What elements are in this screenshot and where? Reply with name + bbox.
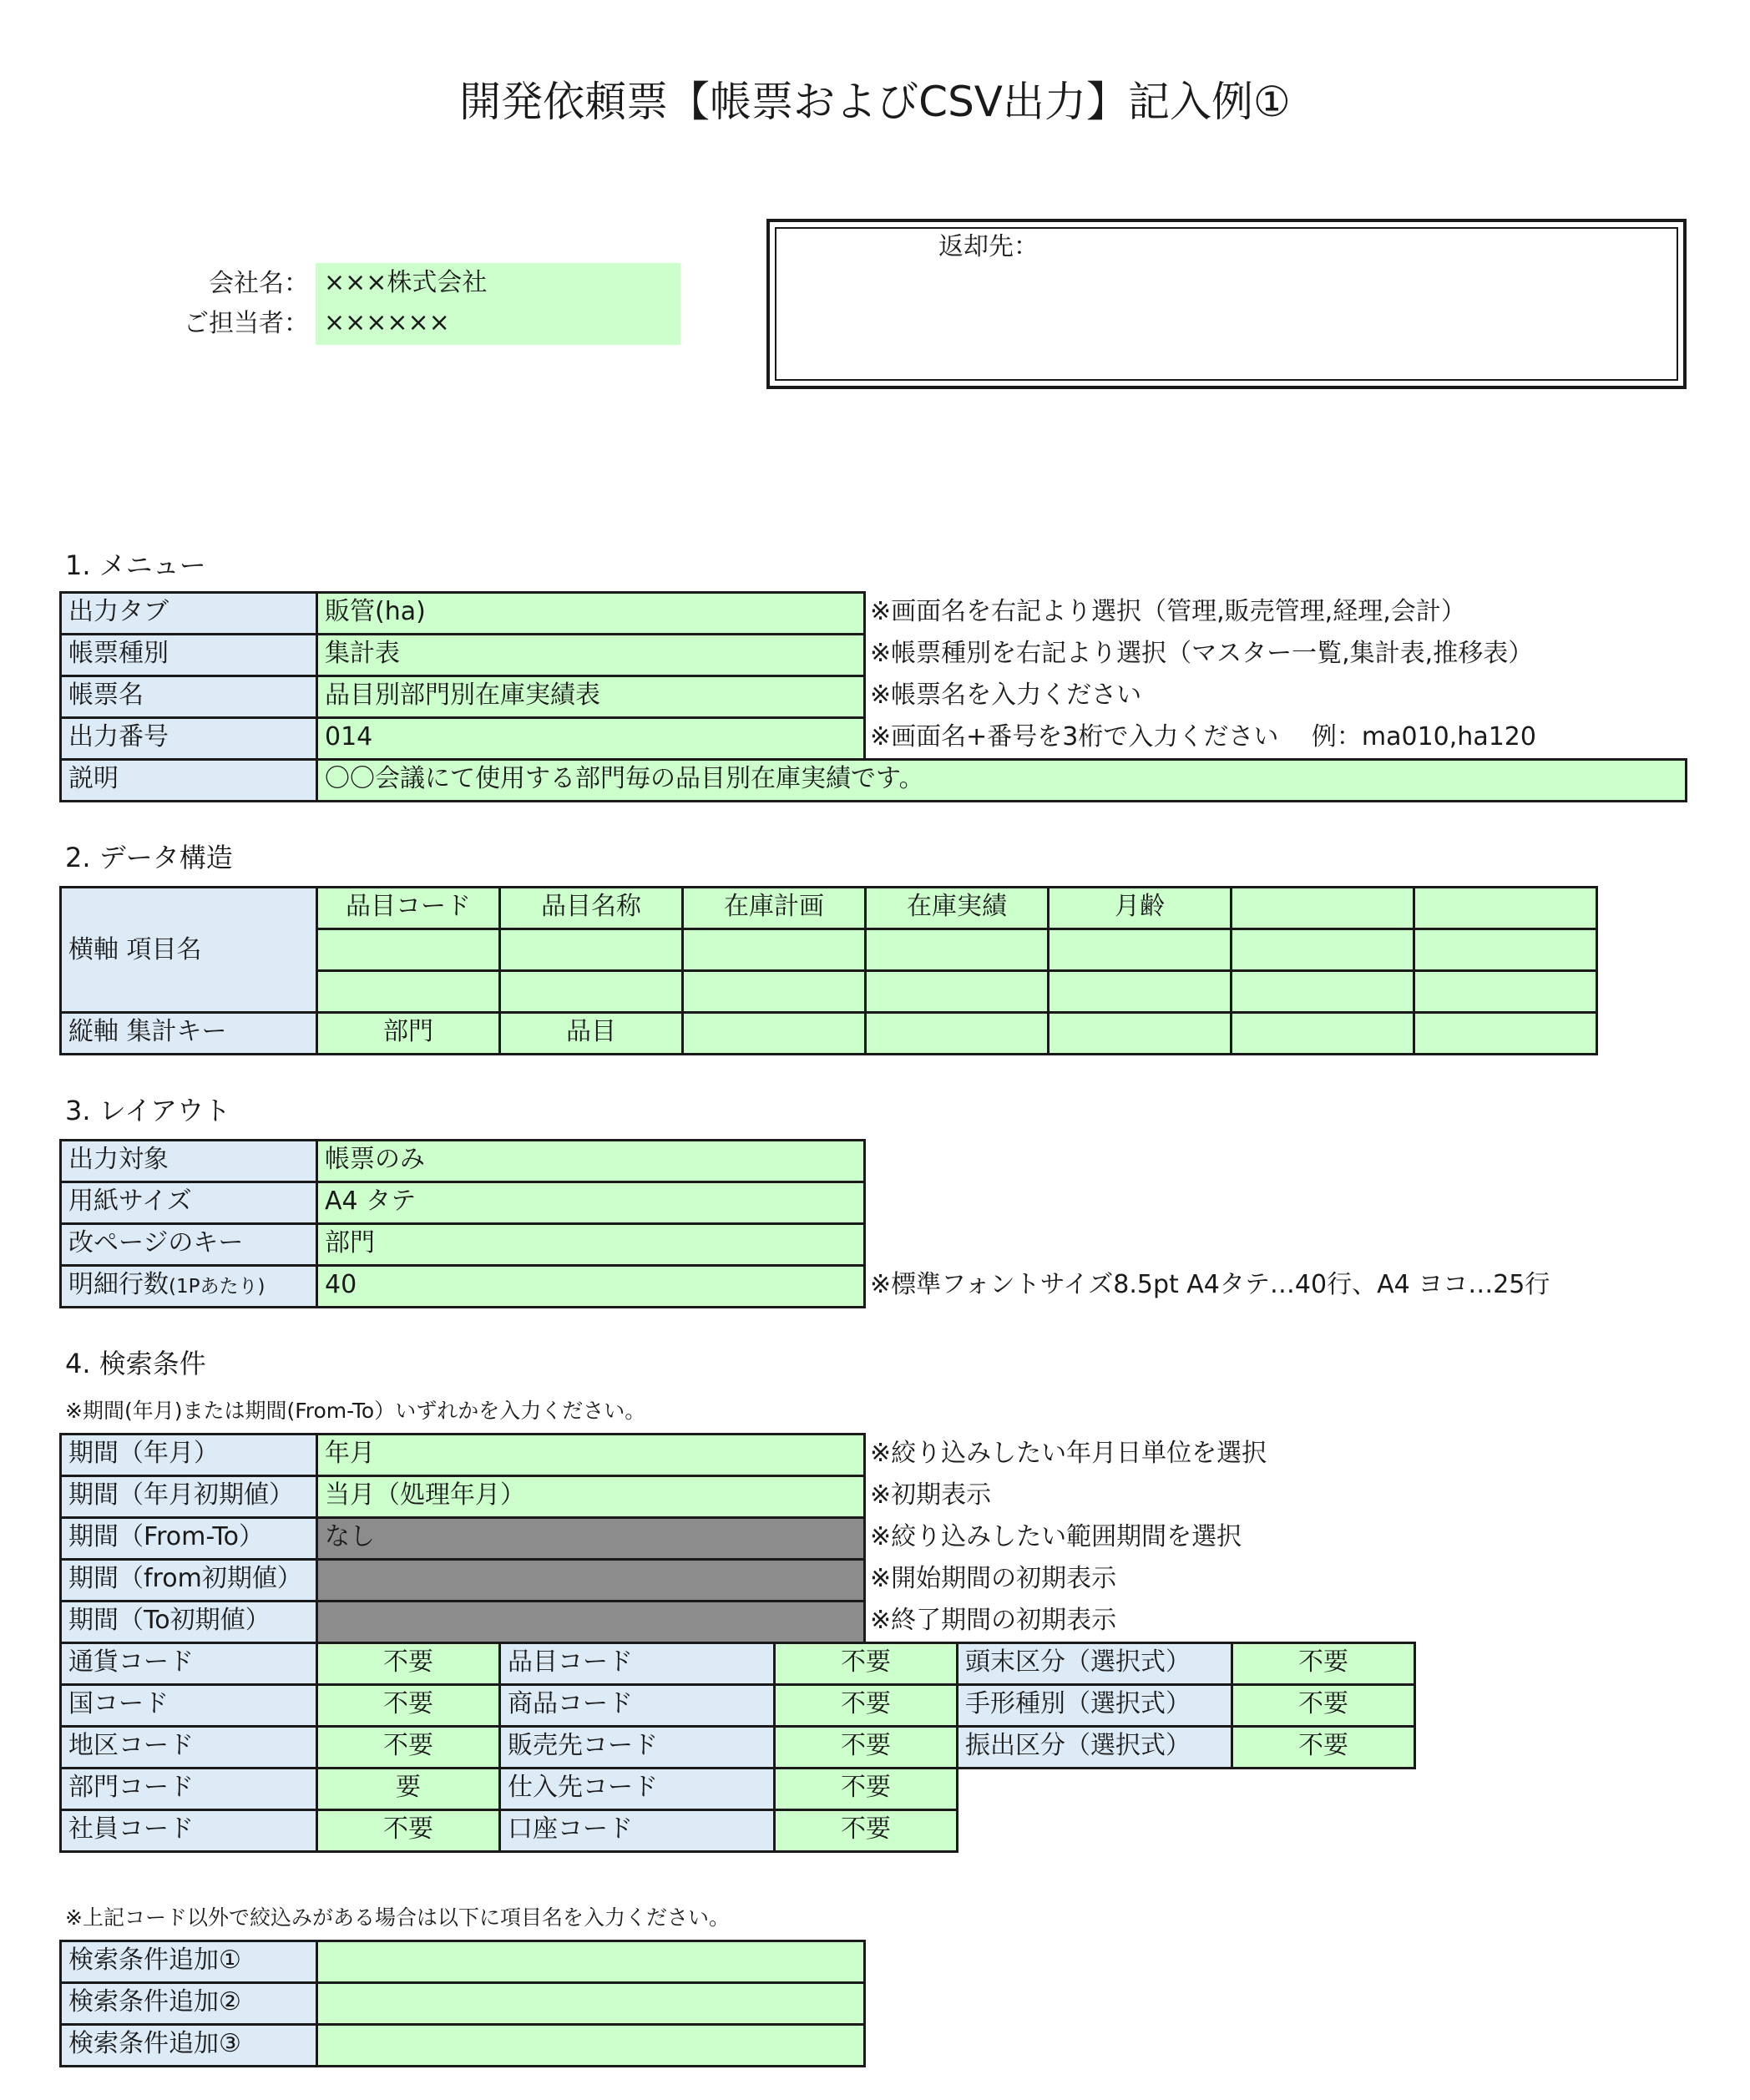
section-menu-heading: 1. メニュー [65, 549, 206, 581]
code-label: 部門コード [59, 1767, 318, 1811]
period-from-to-input: なし [316, 1516, 866, 1561]
vertical-key[interactable] [1230, 1011, 1415, 1055]
horizontal-item-empty[interactable] [1047, 969, 1232, 1014]
code-label: 口座コード [498, 1809, 776, 1853]
menu-output-number-note: ※画面名+番号を3桁で入力ください 例：ma010,ha120 [870, 722, 1536, 751]
period-to-default-input [316, 1600, 866, 1644]
code-label: 販売先コード [498, 1725, 776, 1769]
code-label: 通貨コード [59, 1642, 318, 1686]
vertical-key[interactable] [1047, 1011, 1232, 1055]
period-ym-input[interactable]: 年月 [316, 1433, 866, 1477]
period-to-default-label: 期間（To初期値） [59, 1600, 318, 1644]
layout-output-target-input[interactable]: 帳票のみ [316, 1139, 866, 1183]
contact-label: ご担当者： [184, 309, 309, 338]
horizontal-item-empty[interactable] [498, 928, 684, 972]
horizontal-item[interactable]: 在庫計画 [681, 886, 867, 930]
horizontal-item-empty[interactable] [1413, 928, 1598, 972]
layout-detail-rows-label-main: 明細行数 [68, 1270, 169, 1299]
vertical-key[interactable] [864, 1011, 1049, 1055]
menu-output-tab-label: 出力タブ [59, 591, 318, 635]
code-value[interactable]: 不要 [773, 1642, 958, 1686]
menu-report-type-input[interactable]: 集計表 [316, 633, 866, 677]
page-title: 開発依頼票【帳票およびCSV出力】記入例① [459, 78, 1291, 126]
search-period-note: ※期間(年月)または期間(From-To）いずれかを入力ください。 [65, 1399, 646, 1423]
period-ym-note: ※絞り込みしたい年月日単位を選択 [870, 1439, 1267, 1468]
period-from-to-label: 期間（From-To） [59, 1516, 318, 1561]
period-ym-label: 期間（年月） [59, 1433, 318, 1477]
vertical-key[interactable] [1413, 1011, 1598, 1055]
horizontal-item-empty[interactable] [498, 969, 684, 1014]
menu-report-name-note: ※帳票名を入力ください [870, 681, 1142, 710]
menu-report-name-label: 帳票名 [59, 675, 318, 719]
layout-detail-rows-note: ※標準フォントサイズ8.5pt A4タテ…40行、A4 ヨコ…25行 [870, 1270, 1550, 1299]
menu-output-number-label: 出力番号 [59, 716, 318, 761]
code-label: 国コード [59, 1683, 318, 1728]
code-label: 振出区分（選択式） [956, 1725, 1233, 1769]
menu-description-input[interactable]: 〇〇会議にて使用する部門毎の品目別在庫実績です。 [316, 758, 1687, 802]
menu-report-type-label: 帳票種別 [59, 633, 318, 677]
horizontal-item[interactable]: 在庫実績 [864, 886, 1049, 930]
horizontal-item[interactable] [1413, 886, 1598, 930]
company-field[interactable]: ×××株式会社 [324, 268, 488, 297]
code-value[interactable]: 不要 [316, 1683, 501, 1728]
code-label: 社員コード [59, 1809, 318, 1853]
section-data-structure-heading: 2. データ構造 [65, 842, 233, 873]
horizontal-item-empty[interactable] [864, 928, 1049, 972]
return-box[interactable] [766, 219, 1687, 389]
menu-report-name-input[interactable]: 品目別部門別在庫実績表 [316, 675, 866, 719]
extra-search-label: 検索条件追加① [59, 1940, 318, 1984]
code-value[interactable]: 不要 [316, 1725, 501, 1769]
vertical-key[interactable]: 品目 [498, 1011, 684, 1055]
layout-detail-rows-input[interactable]: 40 [316, 1264, 866, 1308]
period-from-default-label: 期間（from初期値） [59, 1558, 318, 1602]
horizontal-item[interactable]: 月齢 [1047, 886, 1232, 930]
period-from-default-input [316, 1558, 866, 1602]
vertical-axis-label: 縦軸 集計キー [59, 1011, 318, 1055]
horizontal-item-empty[interactable] [681, 928, 867, 972]
extra-search-label: 検索条件追加② [59, 1981, 318, 2026]
layout-detail-rows-label [59, 1264, 318, 1308]
code-value[interactable]: 不要 [773, 1767, 958, 1811]
layout-detail-rows-label-small: (1Pあたり) [169, 1276, 266, 1298]
horizontal-item-empty[interactable] [1230, 969, 1415, 1014]
code-value[interactable]: 不要 [1231, 1642, 1416, 1686]
code-value[interactable]: 不要 [1231, 1725, 1416, 1769]
period-to-default-note: ※終了期間の初期表示 [870, 1606, 1117, 1635]
period-ym-default-note: ※初期表示 [870, 1480, 992, 1510]
horizontal-item[interactable]: 品目コード [316, 886, 501, 930]
contact-field[interactable]: ×××××× [324, 308, 450, 337]
menu-output-tab-input[interactable]: 販管(ha) [316, 591, 866, 635]
horizontal-axis-label: 横軸 項目名 [59, 886, 318, 1014]
header-input-area [316, 263, 680, 345]
vertical-key[interactable]: 部門 [316, 1011, 501, 1055]
layout-paper-size-input[interactable]: A4 タテ [316, 1181, 866, 1225]
code-value[interactable]: 不要 [773, 1725, 958, 1769]
code-label: 品目コード [498, 1642, 776, 1686]
horizontal-item-empty[interactable] [864, 969, 1049, 1014]
extra-search-input[interactable] [316, 1940, 866, 1984]
horizontal-item-empty[interactable] [316, 969, 501, 1014]
period-ym-default-input[interactable]: 当月（処理年月） [316, 1475, 866, 1519]
code-value[interactable]: 不要 [773, 1683, 958, 1728]
horizontal-item-empty[interactable] [1047, 928, 1232, 972]
horizontal-item-empty[interactable] [1413, 969, 1598, 1014]
section-layout-heading: 3. レイアウト [65, 1095, 231, 1126]
period-ym-default-label: 期間（年月初期値） [59, 1475, 318, 1519]
code-value[interactable]: 要 [316, 1767, 501, 1811]
horizontal-item[interactable] [1230, 886, 1415, 930]
menu-output-number-input[interactable]: 014 [316, 716, 866, 761]
vertical-key[interactable] [681, 1011, 867, 1055]
menu-description-label: 説明 [59, 758, 318, 802]
menu-report-type-note: ※帳票種別を右記より選択（マスター一覧,集計表,推移表） [870, 639, 1534, 668]
layout-page-break-input[interactable]: 部門 [316, 1222, 866, 1267]
code-value[interactable]: 不要 [316, 1809, 501, 1853]
section-search-heading: 4. 検索条件 [65, 1348, 206, 1379]
extra-search-note: ※上記コード以外で絞込みがある場合は以下に項目名を入力ください。 [65, 1905, 730, 1930]
code-label: 手形種別（選択式） [956, 1683, 1233, 1728]
code-label: 地区コード [59, 1725, 318, 1769]
horizontal-item-empty[interactable] [1230, 928, 1415, 972]
company-label: 会社名： [209, 269, 309, 298]
layout-output-target-label: 出力対象 [59, 1139, 318, 1183]
return-label: 返却先： [938, 232, 1039, 261]
horizontal-item[interactable]: 品目名称 [498, 886, 684, 930]
period-from-default-note: ※開始期間の初期表示 [870, 1564, 1117, 1593]
code-value[interactable]: 不要 [316, 1642, 501, 1686]
code-value[interactable]: 不要 [773, 1809, 958, 1853]
extra-search-input[interactable] [316, 1981, 866, 2026]
horizontal-item-empty[interactable] [316, 928, 501, 972]
code-value[interactable]: 不要 [1231, 1683, 1416, 1728]
code-label: 仕入先コード [498, 1767, 776, 1811]
horizontal-item-empty[interactable] [681, 969, 867, 1014]
code-label: 頭末区分（選択式） [956, 1642, 1233, 1686]
layout-paper-size-label: 用紙サイズ [59, 1181, 318, 1225]
period-from-to-note: ※絞り込みしたい範囲期間を選択 [870, 1522, 1242, 1551]
menu-output-tab-note: ※画面名を右記より選択（管理,販売管理,経理,会計） [870, 597, 1466, 626]
code-label: 商品コード [498, 1683, 776, 1728]
extra-search-input[interactable] [316, 2023, 866, 2067]
layout-page-break-label: 改ページのキー [59, 1222, 318, 1267]
extra-search-label: 検索条件追加③ [59, 2023, 318, 2067]
